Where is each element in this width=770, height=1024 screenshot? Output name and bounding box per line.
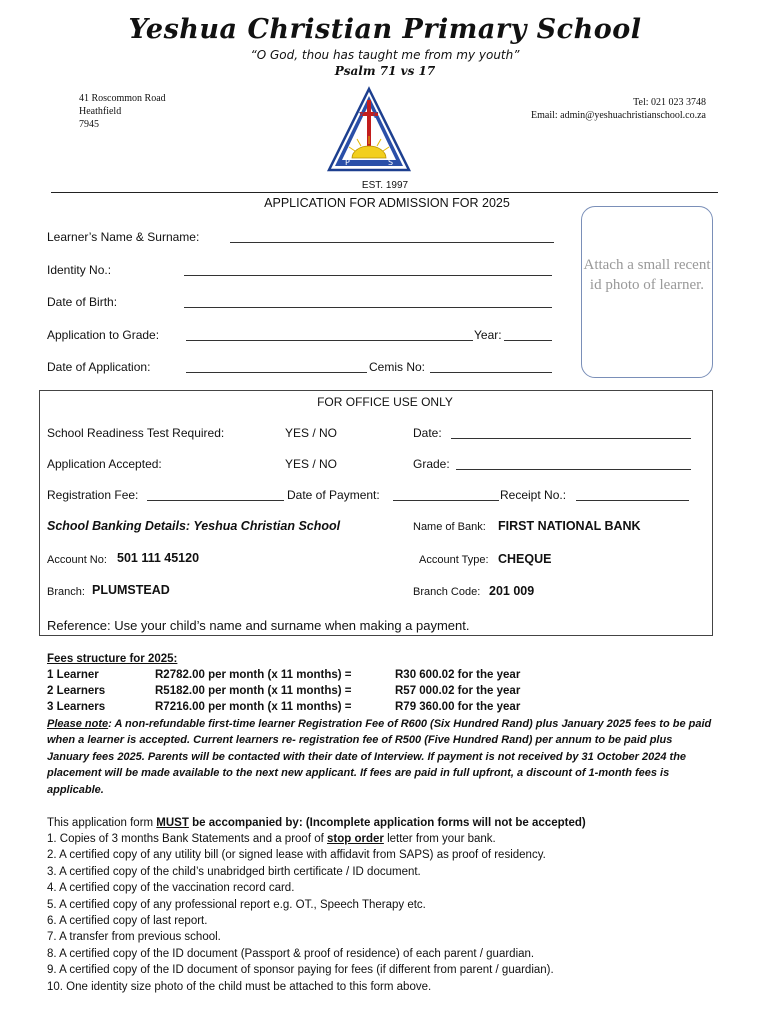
office-grade-label: Grade: bbox=[413, 457, 450, 471]
list-item bbox=[47, 831, 747, 847]
registration-fee-field[interactable] bbox=[147, 487, 284, 501]
cemis-no-field[interactable] bbox=[430, 359, 552, 373]
accepted-label: Application Accepted: bbox=[47, 457, 162, 471]
cemis-no-label: Cemis No: bbox=[369, 360, 426, 374]
branch-code-label: Branch Code: bbox=[413, 586, 481, 598]
psalm-reference: Psalm 71 vs 17 bbox=[334, 64, 436, 78]
bank-name-label: Name of Bank: bbox=[413, 521, 486, 533]
list-item-text: 1. Copies of 3 months Bank Statements and a proof of bbox=[47, 833, 327, 845]
address-line: 7945 bbox=[79, 119, 99, 130]
logo-letter: C bbox=[373, 111, 379, 120]
requirements-list bbox=[47, 831, 747, 995]
readiness-yes-no[interactable]: YES / NO bbox=[285, 426, 338, 440]
account-no: 501 111 45120 bbox=[117, 551, 200, 565]
list-item: 10. One identity size photo of the child must be attached to this form above. bbox=[47, 980, 432, 993]
school-contact bbox=[531, 96, 706, 122]
date-of-application-field[interactable] bbox=[186, 359, 367, 373]
branch-label: Branch: bbox=[47, 586, 85, 598]
established-year: EST. 1997 bbox=[361, 180, 409, 191]
fee-row-monthly: R5182.00 per month (x 11 months) = bbox=[155, 685, 352, 697]
fee-row-who: 1 Learner bbox=[47, 669, 99, 681]
intro-text: This application form bbox=[47, 817, 157, 829]
list-item: 9. A certified copy of the ID document of sponsor paying for fees (if different from parent / guardian). bbox=[47, 964, 554, 977]
year-field[interactable] bbox=[504, 327, 552, 341]
receipt-no-label: Receipt No.: bbox=[500, 488, 567, 502]
payment-reference: Reference: Use your child’s name and surname when making a payment. bbox=[47, 618, 470, 633]
date-of-payment-field[interactable] bbox=[393, 487, 499, 501]
logo-letter: S bbox=[388, 158, 394, 167]
year-label: Year: bbox=[474, 328, 502, 342]
readiness-label: School Readiness Test Required: bbox=[47, 426, 225, 440]
school-address bbox=[79, 92, 166, 131]
email: Email: admin@yeshuachristianschool.co.za bbox=[531, 110, 706, 121]
requirements-intro bbox=[47, 815, 747, 831]
list-item: 8. A certified copy of the ID document (Passport & proof of residence) of each parent / guardian. bbox=[47, 947, 535, 960]
branch-code: 201 009 bbox=[489, 584, 535, 598]
grade-label: Application to Grade: bbox=[47, 328, 160, 342]
fee-row-who: 3 Learners bbox=[47, 701, 106, 713]
header-divider bbox=[51, 192, 718, 193]
school-logo-icon bbox=[326, 86, 412, 174]
must-emphasis: MUST bbox=[156, 817, 189, 829]
test-date-label: Date: bbox=[413, 426, 442, 440]
grade-field[interactable] bbox=[186, 327, 473, 341]
banking-details: School Banking Details: Yeshua Christian School bbox=[47, 519, 341, 533]
telephone: Tel: 021 023 3748 bbox=[633, 97, 706, 108]
list-item: 7. A transfer from previous school. bbox=[47, 931, 221, 944]
list-item: 2. A certified copy of any utility bill (or signed lease with affidavit from SAPS) as proof of residency. bbox=[47, 849, 546, 862]
address-line: Heathfield bbox=[79, 106, 122, 117]
stop-order-emphasis: stop order bbox=[327, 833, 384, 845]
receipt-no-field[interactable] bbox=[576, 487, 689, 501]
fee-row-year: R57 000.02 for the year bbox=[395, 685, 521, 697]
account-type-label: Account Type: bbox=[419, 554, 489, 566]
fee-row-monthly: R7216.00 per month (x 11 months) = bbox=[155, 701, 352, 713]
address-line: 41 Roscommon Road bbox=[79, 93, 166, 104]
school-name: Yeshua Christian Primary School bbox=[128, 14, 642, 45]
fee-row-monthly: R2782.00 per month (x 11 months) = bbox=[155, 669, 352, 681]
learner-name-field[interactable] bbox=[230, 229, 554, 243]
office-use-title: FOR OFFICE USE ONLY bbox=[317, 395, 453, 409]
fees-heading: Fees structure for 2025: bbox=[47, 653, 178, 665]
list-item-text: letter from your bank. bbox=[383, 833, 496, 845]
identity-no-label: Identity No.: bbox=[47, 263, 112, 277]
note-text: : A non-refundable first-time learner Registration Fee of R600 (Six Hundred Rand) plus January 2025 fees to be paid when a learner is accepted. Current learners re- registration fee of R500 (Five Hundred Rand) per annum to be paid plus January fees 2025. Parents will be contacted with their date of Interview. If payment is not received by 31 October 2024 the placement will be made available to the next new applicant. If fees are paid in full upfront, a discount of 1-month fees is applicable. bbox=[47, 718, 712, 796]
list-item: 6. A certified copy of last report. bbox=[47, 915, 208, 928]
fee-row-year: R30 600.02 for the year bbox=[395, 669, 521, 681]
account-type: CHEQUE bbox=[498, 552, 552, 566]
fee-row-year: R79 360.00 for the year bbox=[395, 701, 521, 713]
registration-fee-label: Registration Fee: bbox=[47, 488, 139, 502]
date-of-birth-field[interactable] bbox=[184, 294, 552, 308]
test-date-field[interactable] bbox=[451, 425, 691, 439]
fee-row-who: 2 Learners bbox=[47, 685, 106, 697]
fees-note bbox=[47, 716, 712, 798]
list-item: 5. A certified copy of any professional report e.g. OT., Speech Therapy etc. bbox=[47, 898, 426, 911]
list-item: 4. A certified copy of the vaccination record card. bbox=[47, 882, 295, 895]
learner-name-label: Learner’s Name & Surname: bbox=[47, 230, 200, 244]
form-title: APPLICATION FOR ADMISSION FOR 2025 bbox=[264, 196, 510, 210]
account-no-label: Account No: bbox=[47, 554, 107, 566]
bank-name: FIRST NATIONAL BANK bbox=[498, 519, 641, 533]
intro-text: be accompanied by: (Incomplete application forms will not be accepted) bbox=[188, 817, 586, 829]
photo-placeholder[interactable]: Attach a small recent id photo of learner. bbox=[581, 206, 713, 378]
date-of-application-label: Date of Application: bbox=[47, 360, 151, 374]
accepted-yes-no[interactable]: YES / NO bbox=[285, 457, 338, 471]
identity-no-field[interactable] bbox=[184, 262, 552, 276]
school-motto: “O God, thou has taught me from my youth” bbox=[250, 48, 520, 62]
date-of-payment-label: Date of Payment: bbox=[287, 488, 380, 502]
logo-letter: Y bbox=[359, 111, 364, 120]
branch: PLUMSTEAD bbox=[92, 583, 170, 597]
office-grade-field[interactable] bbox=[456, 456, 691, 470]
date-of-birth-label: Date of Birth: bbox=[47, 295, 118, 309]
note-label: Please note bbox=[47, 718, 109, 730]
list-item: 3. A certified copy of the child’s unabridged birth certificate / ID document. bbox=[47, 865, 421, 878]
logo-letter: P bbox=[345, 158, 350, 167]
